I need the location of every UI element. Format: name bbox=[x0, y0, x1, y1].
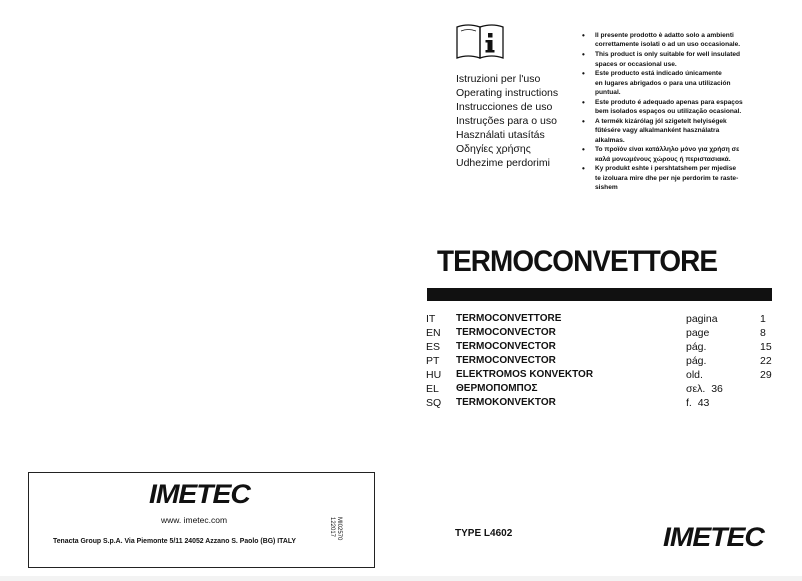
instructions-language-list bbox=[456, 72, 596, 170]
language-line: Operating instructions bbox=[456, 87, 559, 99]
toc-section-name: TERMOCONVECTOR bbox=[456, 355, 556, 366]
warning-item bbox=[582, 31, 777, 50]
product-title: TERMOCONVETTORE bbox=[437, 245, 718, 278]
toc-page-label: σελ. bbox=[686, 383, 706, 395]
table-of-contents bbox=[426, 312, 776, 410]
warning-item bbox=[582, 50, 777, 69]
toc-page-number: 1 bbox=[760, 313, 766, 325]
page-bottom-edge bbox=[0, 576, 802, 581]
toc-page-label: old. bbox=[686, 369, 703, 381]
warning-line: • A termék kizárólag jól szigetelt helyiségek bbox=[595, 117, 727, 125]
toc-page-label: pág. bbox=[686, 341, 707, 353]
toc-section-name: TERMOCONVECTOR bbox=[456, 327, 556, 338]
info-manual-icon bbox=[455, 23, 505, 60]
language-line: Οδηγίες χρήσης bbox=[456, 143, 531, 155]
title-divider-bar bbox=[427, 288, 772, 301]
warning-line: te izoluara mire dhe per nje perdorim te raste- bbox=[595, 174, 739, 182]
toc-page-label: pág. bbox=[686, 355, 707, 367]
toc-language-code: PT bbox=[426, 355, 440, 367]
warning-line: καλά μονωμένους χώρους ή περιστασιακά. bbox=[595, 155, 731, 163]
warning-line: puntual. bbox=[595, 89, 621, 97]
toc-page-number: 8 bbox=[760, 327, 766, 339]
warning-line: correttamente isolati o ad un uso occasionale. bbox=[595, 41, 741, 49]
document-code-line: 122017 bbox=[329, 517, 335, 538]
toc-language-code: IT bbox=[426, 313, 436, 325]
toc-section-name: TERMOKONVEKTOR bbox=[456, 397, 556, 408]
toc-section-name: ΘΕΡΜΟΠΟΜΠΟΣ bbox=[456, 383, 538, 394]
warning-line: • Το προϊόν είναι κατάλληλο μόνο για χρήση σε bbox=[595, 146, 740, 154]
warning-item bbox=[582, 69, 777, 97]
warning-line: • Este producto está indicado únicamente bbox=[595, 70, 722, 78]
toc-page-number: 29 bbox=[760, 369, 772, 381]
toc-page-number: 15 bbox=[760, 341, 772, 353]
warning-line: fűtésére vagy alkalmanként használatra bbox=[595, 127, 720, 135]
document-code bbox=[328, 517, 342, 540]
toc-row bbox=[426, 368, 776, 382]
toc-page-number: 36 bbox=[711, 383, 723, 395]
toc-row bbox=[426, 382, 776, 396]
toc-language-code: ES bbox=[426, 341, 441, 353]
warning-line: spaces or occasional use. bbox=[595, 60, 677, 68]
website-url: www. imetec.com bbox=[160, 515, 228, 525]
company-address: Tenacta Group S.p.A. Via Piemonte 5/11 24052 Azzano S. Paolo (BG) ITALY bbox=[53, 538, 297, 545]
toc-page-number: 22 bbox=[760, 355, 772, 367]
toc-row bbox=[426, 354, 776, 368]
warning-line: • Il presente prodotto è adatto solo a ambienti bbox=[595, 32, 734, 39]
model-type-label: TYPE L4602 bbox=[455, 528, 513, 539]
language-line: Használati utasítás bbox=[456, 129, 545, 141]
language-line: Instrucciones de uso bbox=[456, 101, 553, 113]
warning-item bbox=[582, 98, 777, 117]
warning-line: bem isolados espaços ou utilização ocasional. bbox=[595, 108, 742, 116]
toc-page-number: 43 bbox=[697, 397, 710, 409]
language-line: Udhezime perdorimi bbox=[456, 157, 550, 169]
toc-row bbox=[426, 396, 776, 410]
warning-line: alkalmas. bbox=[595, 136, 625, 144]
toc-section-name: TERMOCONVECTOR bbox=[456, 341, 556, 352]
usage-warnings-list bbox=[582, 31, 777, 193]
language-line: Instruções para o uso bbox=[456, 115, 557, 127]
toc-language-code: EN bbox=[426, 327, 441, 339]
back-cover-box bbox=[28, 472, 375, 568]
document-code-line: MI02570 bbox=[336, 517, 342, 541]
toc-page-label: pagina bbox=[686, 313, 718, 325]
language-line: Istruzioni per l'uso bbox=[456, 73, 541, 85]
toc-page-label: f. bbox=[686, 397, 692, 409]
toc-row bbox=[426, 340, 776, 354]
warning-line: • Ky produkt eshte i pershtatshem per mjedise bbox=[595, 165, 737, 173]
warning-item bbox=[582, 164, 777, 192]
toc-section-name: ELEKTROMOS KONVEKTOR bbox=[456, 369, 594, 380]
imetec-logo: IMETEC bbox=[149, 479, 250, 509]
warning-item bbox=[582, 117, 777, 145]
imetec-logo: IMETEC bbox=[663, 522, 764, 552]
toc-language-code: EL bbox=[426, 383, 439, 395]
toc-row bbox=[426, 326, 776, 340]
toc-language-code: SQ bbox=[426, 397, 442, 409]
toc-row bbox=[426, 312, 776, 326]
toc-section-name: TERMOCONVETTORE bbox=[456, 313, 562, 324]
warning-item bbox=[582, 145, 777, 164]
toc-page-label: page bbox=[686, 327, 710, 339]
warning-line: • This product is only suitable for well insulated bbox=[595, 51, 741, 59]
warning-line: • Este produto é adequado apenas para espaços bbox=[595, 98, 743, 106]
toc-language-code: HU bbox=[426, 369, 442, 381]
warning-line: sishem bbox=[595, 184, 618, 192]
warning-line: en lugares abrigados o para una utilización bbox=[595, 79, 731, 87]
